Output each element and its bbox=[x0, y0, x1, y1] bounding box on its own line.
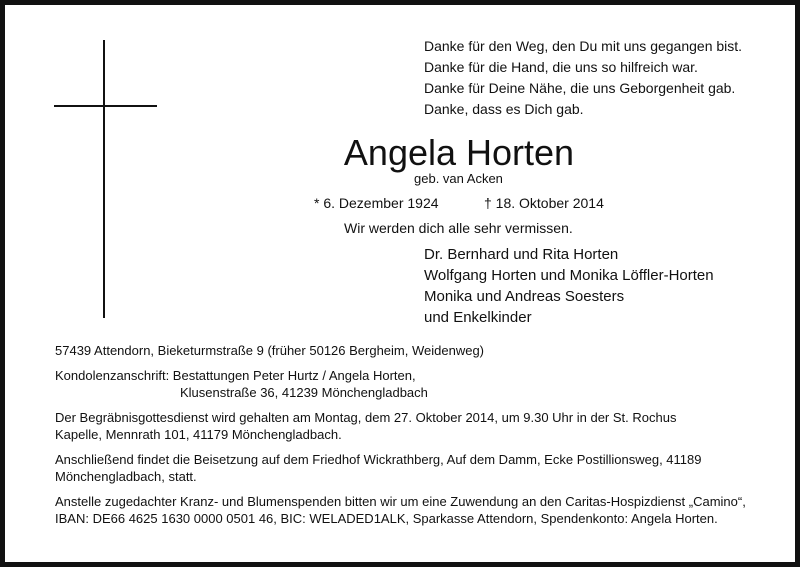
burial-line: Anschließend findet die Beisetzung auf dem Friedhof Wickrathberg, Auf dem Damm, Ecke Postillionsweg, 41189 bbox=[55, 452, 702, 467]
service-info bbox=[55, 409, 755, 443]
death-date: † 18. Oktober 2014 bbox=[484, 195, 604, 211]
donation-line: IBAN: DE66 4625 1630 0000 0501 46, BIC: WELADED1ALK, Sparkasse Attendorn, Spendenkonto: Angela Horten. bbox=[55, 511, 718, 526]
miss-line: Wir werden dich alle sehr vermissen. bbox=[344, 220, 573, 236]
address-line: 57439 Attendorn, Bieketurmstraße 9 (früher 50126 Bergheim, Weidenweg) bbox=[55, 343, 484, 358]
donation-info bbox=[55, 493, 755, 527]
poem-line: Danke für den Weg, den Du mit uns gegangen bist. bbox=[424, 38, 743, 54]
poem-line: Danke für Deine Nähe, die uns Geborgenheit gab. bbox=[424, 80, 736, 96]
family-member: Monika und Andreas Soesters bbox=[424, 288, 625, 305]
poem-line: Danke, dass es Dich gab. bbox=[424, 101, 584, 117]
family-member: Wolfgang Horten und Monika Löffler-Horten bbox=[424, 267, 714, 284]
donation-line: Anstelle zugedachter Kranz- und Blumenspenden bitten wir um eine Zuwendung an den Caritas-Hospizdienst „Camino“, bbox=[55, 494, 746, 509]
service-line: Der Begräbnisgottesdienst wird gehalten am Montag, dem 27. Oktober 2014, um 9.30 Uhr in der St. Rochus bbox=[55, 410, 677, 425]
condolence-line: Klusenstraße 36, 41239 Mönchengladbach bbox=[180, 385, 428, 400]
poem bbox=[424, 36, 742, 120]
condolence-line: Kondolenzanschrift: Bestattungen Peter Hurtz / Angela Horten, bbox=[55, 368, 416, 383]
info-block bbox=[55, 342, 755, 535]
burial-info bbox=[55, 451, 755, 485]
deceased-name: Angela Horten bbox=[343, 132, 575, 173]
birth-date: * 6. Dezember 1924 bbox=[314, 195, 439, 211]
burial-line: Mönchengladbach, statt. bbox=[55, 469, 197, 484]
family-member: und Enkelkinder bbox=[424, 309, 532, 326]
family-list bbox=[424, 244, 714, 328]
condolence-address bbox=[55, 367, 755, 401]
maiden-name: geb. van Acken bbox=[414, 171, 503, 186]
service-line: Kapelle, Mennrath 101, 41179 Mönchengladbach. bbox=[55, 427, 342, 442]
cross-horizontal-bar bbox=[54, 105, 157, 107]
cross-vertical-bar bbox=[103, 40, 105, 318]
poem-line: Danke für die Hand, die uns so hilfreich war. bbox=[424, 59, 698, 75]
family-member: Dr. Bernhard und Rita Horten bbox=[424, 246, 619, 263]
